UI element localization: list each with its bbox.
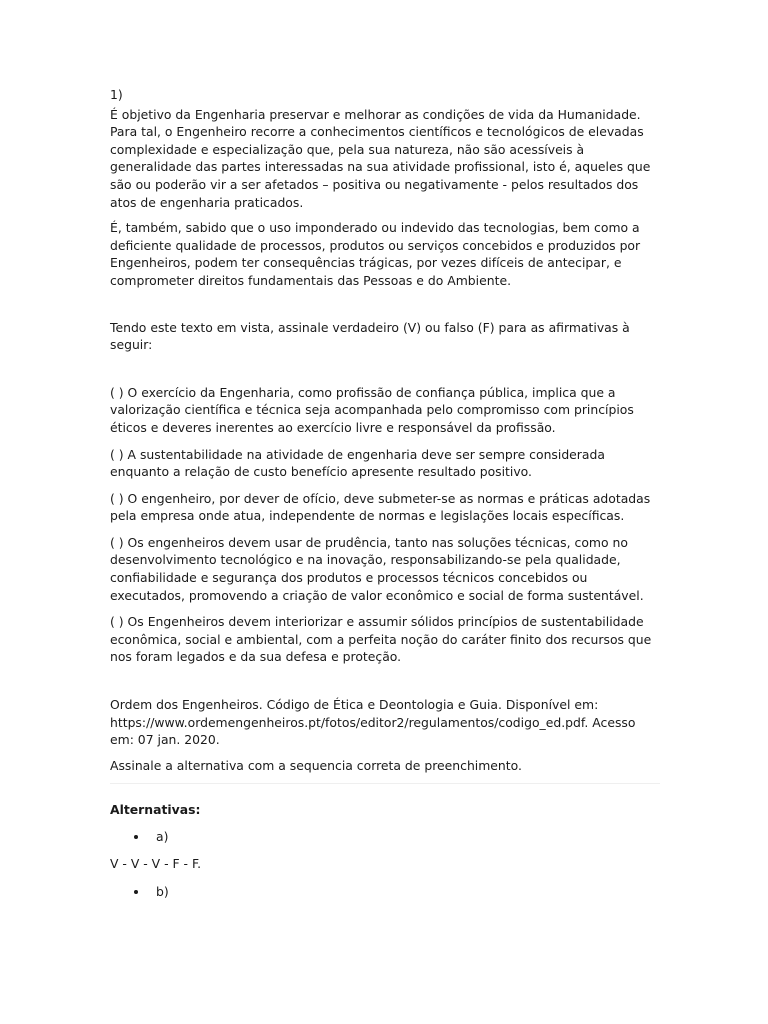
- statement-3: ( ) O engenheiro, por dever de ofício, deve submeter-se as normas e práticas adotadas pela empresa onde atua, independente de normas e legislações locais específicas.: [110, 490, 651, 524]
- statement-1: ( ) O exercício da Engenharia, como profissão de confiança pública, implica que a valorização científica e técnica seja acompanhada pelo compromisso com princípios éticos e deveres inerentes ao exercício livre e responsável da profissão.: [110, 384, 634, 435]
- question-number: 1): [110, 87, 123, 102]
- question-content: [110, 86, 660, 910]
- instruction-text: Tendo este texto em vista, assinale verdadeiro (V) ou falso (F) para as afirmativas à seguir:: [110, 319, 630, 353]
- alternative-a-label[interactable]: a): [110, 828, 660, 845]
- spacer: [110, 298, 660, 319]
- alternatives-list: [110, 828, 660, 845]
- context-paragraph-2: É, também, sabido que o uso imponderado ou indevido das tecnologias, bem como a deficiente qualidade de processos, produtos ou serviços concebidos e produzidos por Engenheiros, podem ter consequências trágicas, por vezes difíceis de antecipar, e comprometer direitos fundamentais das Pessoas e do Ambiente.: [110, 220, 641, 288]
- context-paragraph-1: É objetivo da Engenharia preservar e melhorar as condições de vida da Humanidade. Para tal, o Engenheiro recorre a conhecimentos científicos e tecnológicos de elevadas complexidade e especialização que, pela sua natureza, não são acessíveis à generalidade das partes interessadas na sua atividade profissional, isto é, aqueles que são ou poderão vir a ser afetados – positiva ou negativamente - pelos resultados dos atos de engenharia praticados.: [110, 106, 651, 210]
- alternatives-list: [110, 883, 660, 900]
- prompt-text: Assinale a alternativa com a sequencia correta de preenchimento.: [110, 757, 522, 773]
- statement-4: ( ) Os engenheiros devem usar de prudência, tanto nas soluções técnicas, como no desenvolvimento tecnológico e na inovação, responsabilizando-se pela qualidade, confiabilidade e segurança dos produtos e processos técnicos concebidos ou executados, promovendo a criação de valor econômico e social de forma sustentável.: [110, 534, 644, 603]
- alternative-b-label[interactable]: b): [110, 883, 660, 900]
- alternative-a-answer[interactable]: V - V - V - F - F.: [110, 856, 202, 871]
- reference-text: Ordem dos Engenheiros. Código de Ética e Deontologia e Guia. Disponível em: https://www.ordemengenheiros.pt/fotos/editor2/regulamentos/codigo_ed.pdf. Acesso em: 07 jan. 2020.: [110, 697, 636, 748]
- statement-5: ( ) Os Engenheiros devem interiorizar e assumir sólidos princípios de sustentabilidade econômica, social e ambiental, com a perfeita noção do caráter finito dos recursos que nos foram legados e da sua defesa e proteção.: [110, 614, 652, 665]
- section-divider: [110, 783, 660, 784]
- spacer: [110, 354, 660, 384]
- spacer: [110, 675, 660, 696]
- statement-2: ( ) A sustentabilidade na atividade de engenharia deve ser sempre considerada enquanto a relação de custo benefício apresente resultado positivo.: [110, 446, 605, 480]
- alternatives-heading: Alternativas:: [110, 802, 201, 818]
